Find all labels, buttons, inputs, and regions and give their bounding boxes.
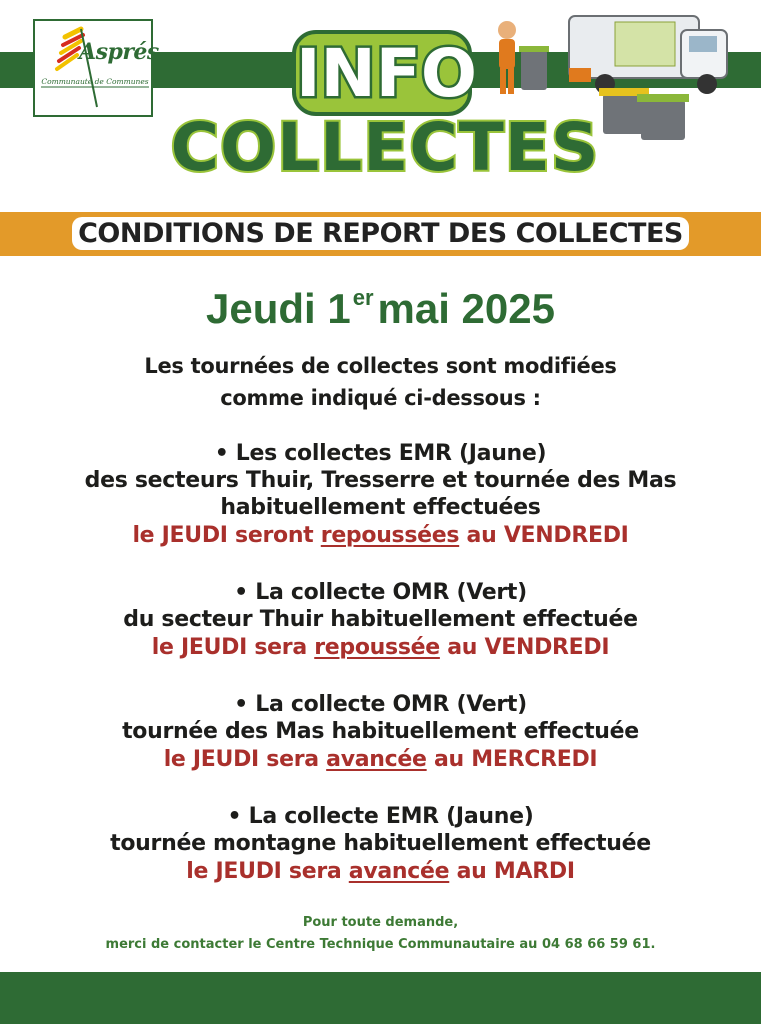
section-1-change <box>0 522 761 550</box>
section-3-line-2: tournée des Mas habituellement effectuée <box>122 719 639 744</box>
contact-line-2: merci de contacter le Centre Technique Communautaire au 04 68 66 59 61. <box>105 937 656 952</box>
section-1-line-2: des secteurs Thuir, Tresserre et tournée des Mas <box>84 468 677 493</box>
conditions-title-text: CONDITIONS DE REPORT DES COLLECTES <box>72 217 689 250</box>
section-3-change-pre: le JEUDI sera <box>163 747 319 772</box>
section-2-line-1: • La collecte OMR (Vert) <box>234 580 527 605</box>
section-3-change <box>0 746 761 774</box>
conditions-title <box>0 212 761 256</box>
section-2-line-2: du secteur Thuir habituellement effectuée <box>123 607 638 632</box>
section-4-change-pre: le JEUDI sera <box>186 859 342 884</box>
section-3-line-1: • La collecte OMR (Vert) <box>234 692 527 717</box>
section-2-change-pre: le JEUDI sera <box>151 635 307 660</box>
section-1-change-pre: le JEUDI seront <box>132 523 314 548</box>
logo-name: Asprés <box>79 39 159 65</box>
date-day: Jeudi 1 <box>205 285 351 332</box>
section-1-line-1: • Les collectes EMR (Jaune) <box>214 441 547 466</box>
section-4-line-2: tournée montagne habituellement effectuée <box>110 831 651 856</box>
section-1-change-word: repoussées <box>320 523 460 548</box>
contact-line-1: Pour toute demande, <box>302 915 459 930</box>
intro-line-1: Les tournées de collectes sont modifiées <box>144 354 617 378</box>
section-1-line-3: habituellement effectuées <box>220 495 541 520</box>
section-2-change-word: repoussée <box>314 635 440 660</box>
section-4-line-1: • La collecte EMR (Jaune) <box>227 804 534 829</box>
logo-subtitle: Communauté de Communes <box>41 77 149 86</box>
footer-green-band <box>0 972 761 1024</box>
title-info: INFO <box>292 30 472 116</box>
section-4-change <box>0 858 761 886</box>
garbage-collector-truck-bins-illustration-icon <box>485 8 745 148</box>
section-1-change-post: au VENDREDI <box>466 523 629 548</box>
catalan-flag-a-logo-icon <box>35 21 155 119</box>
section-4-change-word: avancée <box>348 859 450 884</box>
section-2-change-post: au VENDREDI <box>447 635 610 660</box>
event-date <box>0 285 761 333</box>
title-collectes: COLLECTES <box>170 109 600 186</box>
section-3-change-word: avancée <box>326 747 427 772</box>
intro-line-2: comme indiqué ci-dessous : <box>220 386 541 410</box>
section-4-change-post: au MARDI <box>456 859 575 884</box>
date-rest: mai 2025 <box>377 285 555 332</box>
section-2-change <box>0 634 761 662</box>
date-superscript: er <box>352 285 374 310</box>
section-3-change-post: au MERCREDI <box>434 747 598 772</box>
asspres-logo <box>33 19 159 117</box>
